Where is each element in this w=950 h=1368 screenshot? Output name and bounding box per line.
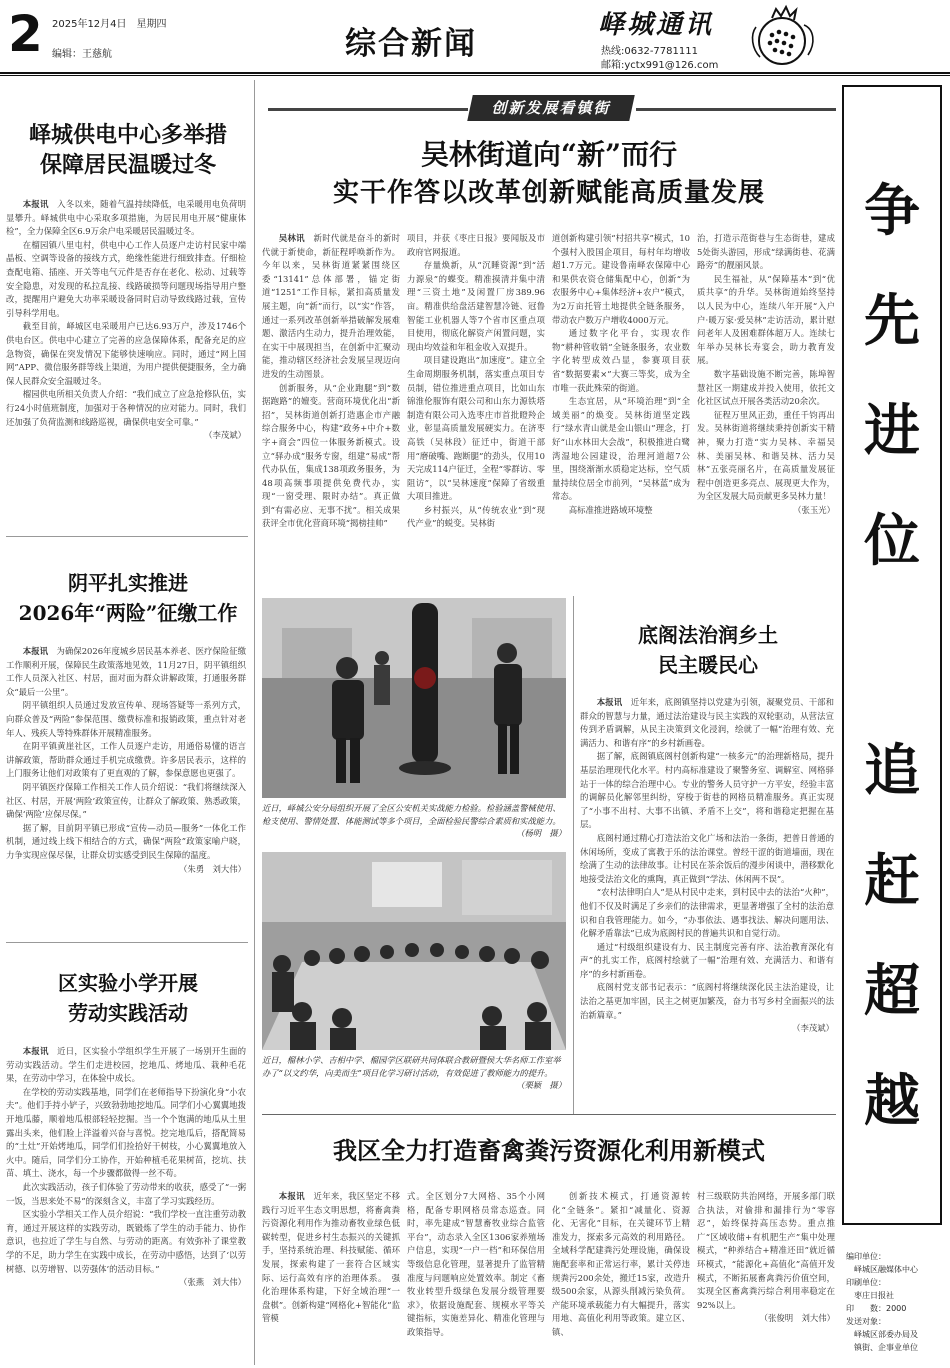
art2-title-line2: 2026年“两险”征缴工作: [18, 601, 238, 625]
photo1-caption-text: 近日，峄城公安分局组织开展了全区公安机关实战能力检验。检验涵盖警械使用、枪支使用、警情处置、体能测试等多个项目，全面检验民警综合素质和实战能力。: [262, 803, 561, 826]
art5-byline: （李茂斌）: [792, 1023, 834, 1034]
section-title: 综合新闻: [345, 26, 477, 62]
art6-col1: [262, 1190, 400, 1360]
art1-byline: （李茂斌）: [204, 430, 246, 441]
art4-para: 项目，并获《枣庄日报》要闻版及市政府官网报道。: [407, 233, 545, 257]
art3-body: [6, 1045, 246, 1363]
teaching-seminar-image: [262, 852, 566, 1050]
art1-para: 榴园供电所相关负责人介绍：“我们成立了应急抢修队伍，实行24小时值班制度，加强对于各种情况的应对能力。同时，我们还加强了负荷监测和线路巡视，确保供电安全可靠。”: [6, 389, 246, 427]
photo2-byline: （栗颖 摄）: [516, 1080, 566, 1090]
slogan-char: 赶: [864, 849, 920, 914]
art1-body: [6, 198, 246, 528]
art4-para: 征程万里风正劲，重任千钧再出发。吴林街道将继续秉持创新实干精神，聚力打造“实力吴林、幸福吴林、美丽吴林、和谐吴林、活力吴林”五张亮丽名片，在高质量发展征程中创造更多亮点、展现更大作为，为全区发展大局贡献更多吴林力量！: [697, 409, 835, 502]
art4-para: 项目建设跑出“加速度”。建立全生命周期服务机制，落实重点项目专员制，错位推进重点项目，比如山东锦淮伦服饰有限公司和山东力源铁塔制造有限公司入选枣庄市首批瞪羚企业，彰显高质量发展硬实力。在济枣高铁（吴林段）征迁中，街道干部用“磨破嘴、跑断腿”的劲头，仅用10天完成114户征迁，全程“零群访、零阻访”，以“吴林速度”保障了省级重大项目推进。: [407, 355, 545, 502]
art4-para: 新时代就是奋斗的新时代就于新使命，新征程呼唤新作为。今年以来，吴林街道紧紧围绕区委“13141”总体部署，锚定街道“1251”工作目标，紧扣高质量发展主题，向“新”而行，以“实”作答，通过一系列改革创新举措破解发展难题、激活内生动力，提升治理效能，在实干中展现担当，在创新中汇聚动能，推动辖区经济社会发展呈现迈向进发的生动图景。: [262, 233, 400, 379]
art1-para: 截至目前，峄城区电采暖用户已达6.93万户，涉及1746个供电台区。供电中心建立了完善的应急保障体系，配备充足的应急物资，确保在突发情况下能够快速响应。同时，通过“网上国网”APP、微信服务群等线上渠道，为用户提供便捷服务，全力确保人民群众安全温暖过冬。: [6, 321, 246, 386]
art1-title-line1: 峄城供电中心多举措: [28, 122, 227, 148]
art4-title-line2: 实干作答以改革创新赋能高质量发展: [332, 178, 765, 208]
art1-para: 入冬以来，随着气温持续降低，电采暖用电负荷明显攀升。峄城供电中心采取多项措施，为居民用电开展“健康体检”，全力保障全区6.9万余户电采暖居民温暖过冬。: [6, 199, 246, 237]
art4-para: 生态宜居，从“环境治理”到“全域美丽”的焕变。吴林街道坚定践行“绿水青山就是金山银山”理念，打好“山水林田大会战”，积极推进白鹭湾湿地公园建设，治理河道超7公里，围绕渐渐水质稳定达标，空气质量持续位居全市前列，“吴林蓝”成为常态。: [552, 396, 690, 502]
art3-para: 在学校的劳动实践基地，同学们在老师指导下扮演化身“小农夫”。他们手持小铲子，兴致勃勃地挖地瓜。同学们小心翼翼地拨开地瓜藤，顺着地瓜根部轻轻挖掘。当一个个饱满的地瓜从土里露出头来，他们脸上洋溢着兴奋与喜悦。挖完地瓜后，搭配简易的“土灶”开始烤地瓜，同学们们捡拾好干树枝，小心翼翼地放入火中。随后，同学们分工协作，开始种植毛花果树苗，挖坑、扶苗、填土、浇水，每一个步骤都做得一丝不苟。: [6, 1086, 246, 1179]
art3-lead: 本报讯: [22, 1046, 49, 1056]
art3-title: [6, 968, 250, 1028]
hotline: 热线:0632-7781111: [601, 46, 698, 57]
art2-para: 据了解，目前阴平镇已形成“宣传—动员—服务”一体化工作机制，通过线上线下相结合的方式，确保“两险”政策家喻户晓，力争实现应保尽保，让群众切实感受到民生保障的温度。: [6, 822, 246, 860]
publication-info: [846, 1250, 946, 1354]
slogan-char: 追: [864, 739, 920, 804]
art4-para: 道创新构建引领“村招共享”模式，10个强村入股国企项目，每村年均增收超1.7万元。建设鲁南峄农保障中心和果供农资仓储集配中心，创新“为农服务中心+集体经济+农户”模式，为2万亩托管土地提供全链条服务，带动农户数万户增收4000万元。: [552, 233, 690, 325]
art5-para: 据了解，底阁镇底阁村创新构建“一核多元”的治理新格局，提升基层治理现代化水平。村内高标准建设了聚警务室、调解室、网格驿站于一体的综合治理中心。专业的警务人员守护一方平安，经验丰富的调解员化解邻里纠纷，穿梭于街巷的网格员精准服务。真正实现了“小事不出村、大事不出镇、矛盾不上交”，将和谐稳定把握在基层。: [580, 751, 834, 830]
art4-para: 通过数字化平台，实现农作物“耕种管收销”全链条服务，农业数字化转型成效凸显，参赛项目获省“数据要素×”大赛三等奖，成为全市唯一获此殊荣的街道。: [552, 328, 690, 393]
page-number: 2: [8, 5, 43, 63]
art6-col2: [407, 1190, 545, 1360]
art4-para: 存量焕新，从“沉睡资源”到“活力源泉”的蝶变。精准摸清并集中清理“三资土地”及闲置厂房389.96亩。精准供给盘活建智慧冷链、冠鲁智能工业机器人等7个省市区重点项目使用，彻底化解资产闲置问题，实现由均效益和年租金收入双提升。: [407, 260, 545, 352]
photo2-caption-text: 近日，榴林小学、吉相中学、榴园学区联研共同体联合教研暨侯大华名师工作室举办了“以文约华，向美而生”项目化学习研讨活动，有效促进了教师能力的提升。: [262, 1055, 561, 1078]
art3-title-line1: 区实验小学开展: [58, 971, 198, 995]
slogan-char: 进: [864, 399, 920, 464]
art2-byline: （朱勇 刘大伟）: [179, 863, 246, 874]
art6-col4: [697, 1190, 835, 1360]
art2-title-line1: 阴平扎实推进: [68, 571, 188, 595]
art5-para: 底阁村通过精心打造法治文化广场和法治一条街，把普日普通的休闲场所，变成了寓教于乐的法治课堂。曾经干涩的街道墙面，现在绘满了生动的法律故事。让村民在茶余饭后的漫步闲谈中，潜移默化地接受法治文化的熏陶，真正做到“学法、休闲两不误”。: [580, 832, 834, 884]
info-line: 印刷单位：: [846, 1278, 886, 1287]
art4-lead: 吴林讯: [278, 233, 305, 243]
art4-col4: [697, 232, 835, 587]
art4-title-line1: 吴林街道向“新”而行: [420, 138, 678, 171]
art2-para: 在阴平镇黄崖社区，工作人员逐户走访，用通俗易懂的语言讲解政策，帮助群众通过手机完成缴费。许多居民表示，这样的上门服务让他们对政策有了更直观的了解，参保意愿也更强了。: [6, 741, 246, 779]
art5-title-line1: 底阁法治润乡土: [638, 623, 778, 647]
art5-title-line2: 民主暖民心: [658, 653, 758, 677]
art2-lead: 本报讯: [22, 646, 49, 656]
art6-title: 我区全力打造畜禽粪污资源化利用新模式: [333, 1136, 765, 1165]
art4-col2: [407, 232, 545, 587]
art3-para: 此次实践活动，孩子们体验了劳动带来的收获，感受了“一粥一饭，当思来处不易”的深刻含义，丰富了学习实践经历。: [6, 1181, 246, 1206]
editor-line: 编辑：王慈航: [52, 49, 112, 60]
slogan-char: 先: [864, 289, 920, 354]
pomegranate-logo: [748, 3, 820, 69]
art5-para: 近年来，底阁镇坚持以党建为引领，凝聚党员、干部和群众的智慧与力量，通过法治建设与民主实践的双轮驱动，从营法宣传到矛盾调解，从民主决策到文化浸润，绘就了一幅“治理有效、充满活力、和谐有序”的乡村新画卷。: [580, 697, 834, 748]
art2-para: 阴平镇医疗保障工作相关工作人员介绍说：“我们将继续深入社区、村居，开展‘两险’政策宣传，让群众了解政策、熟悉政策，确保‘两险’应保尽保。”: [6, 781, 246, 820]
art4-para: 民生福祉，从“保障基本”到“优质共享”的升华。吴林街道始终坚持以人民为中心，连续八年开展“入户户·暖万家·爱吴林”走访活动，累计慰问老年人及困难群体超万人。连续七年举办吴林长寿宴会，助力教育发展。: [697, 273, 835, 366]
art4-title: [262, 136, 836, 212]
info-line: 峄城区部委办局及: [846, 1330, 918, 1339]
art2-para: 阴平镇组织人员通过发放宣传单、现场答疑等一系列方式，向群众普及“两险”参保范围、缴费标准和报销政策，重点针对老年人、残疾人等特殊群体开展精准服务。: [6, 700, 246, 738]
art5-body: [580, 696, 834, 1096]
art6-para: 式。全区划分7大网格、35个小网格，配备专职网格员常态巡查。同时，率先建成“智慧畜牧业综合监管平台”，动态录入全区1306家养殖场户信息，实现“一户一档”和环保信用等级信息化管理，显著提升了监管精准度与问题响应处置效率。制定《畜牧业转型升级绿色发展分级管理要求》，依据设施配套、规模水平等关键指标，实施差异化、精准化管理与政策指导。: [407, 1191, 545, 1337]
art4-col3: [552, 232, 690, 587]
art5-para: 通过“村级组织建设有力、民主制度完善有序、法治教育深化有声”的扎实工作，底阁村绘就了一幅“治理有效、充满活力、和谐有序”的乡村新画卷。: [580, 941, 834, 979]
slogan-char: 位: [864, 509, 920, 574]
art3-title-line2: 劳动实践活动: [68, 1001, 188, 1025]
art2-para: 为确保2026年度城乡居民基本养老、医疗保险征缴工作顺利开展，保障民生政策落地见效，11月27日，阴平镇组织工作人员深入社区、村居，面对面为群众讲解政策，打通服务群众“最后一公里”。: [6, 646, 246, 697]
photo2-caption: [262, 1054, 566, 1092]
art4-col1: [262, 232, 400, 587]
art4-para: 乡村振兴，从“传统农业”到“现代产业”的蜕变。吴林街: [407, 504, 545, 529]
police-training-photo: [262, 598, 566, 798]
art1-lead: 本报讯: [22, 199, 49, 209]
teaching-seminar-photo: [262, 852, 566, 1050]
photo1-byline: （杨明 摄）: [516, 828, 566, 838]
masthead-name: 峄城通讯: [598, 10, 715, 40]
info-line: 编印单位：: [846, 1252, 886, 1261]
art4-byline: （张玉光）: [793, 504, 835, 515]
info-line: 镇街、企事业单位: [846, 1343, 918, 1352]
slogan-box: [842, 85, 942, 1225]
art3-para: 区实验小学相关工作人员介绍说：“我们学校一直注重劳动教育，通过开展这样的实践劳动，既锻炼了学生的动手能力、协作意识，也拉近了学生与自然、与劳动的距离。有效弥补了课堂教学的不足，助力学生在实践中成长，在劳动中感悟，达到了‘以劳树德、以劳增智、以劳强体’的活动目标。”: [6, 1209, 246, 1274]
art4-para: 数字基础设施不断完善，陈埠智慧社区一期建成并投入使用，依托文化社区试点开展各类活动20余次。: [697, 368, 835, 407]
feature-kicker-text: 创新发展看镇街: [491, 99, 611, 117]
info-line: 枣庄日报社: [846, 1291, 894, 1300]
art3-byline: （张燕 刘大伟）: [179, 1277, 246, 1288]
slogan-char: 越: [864, 1069, 920, 1134]
art6-para: 创新技术模式，打通资源转化“全链条”。紧扣“减量化、资源化、无害化”目标，在关键环节上精准发力，探索多元高效的利用路径。全域科学配建粪污处理设施，确保设施配套率和正常运行率，累计关停违规粪污200余处，搬迁15家，改造升级500余家，从源头削减污染负荷。产能环境承载能力有大幅提升，落实用地、高值化利用等政策。建立区、镇、: [552, 1191, 690, 1337]
slogan-char: 争: [864, 179, 920, 244]
art5-title: [580, 620, 836, 680]
art5-lead: 本报讯: [596, 697, 623, 707]
police-training-image: [262, 598, 566, 798]
art2-title: [6, 568, 250, 628]
issue-date: 2025年12月4日 星期四: [52, 19, 167, 30]
art5-para: “农村法律明白人”是从村民中走来，到村民中去的法治“火种”，他们不仅及时满足了乡亲们的法律需求，更显著增强了全村的法治意识和自我管理能力。如今，“办事依法、遇事找法、解决问题用法、化解矛盾靠法”已成为底阁村民的普遍共识和自觉行动。: [580, 887, 834, 939]
info-line: 发送对象：: [846, 1317, 886, 1326]
art1-title: [6, 120, 250, 180]
art2-body: [6, 645, 246, 935]
art4-para: 创新服务，从“企业跑腿”到“数据跑路”的嬗变。营商环境优化出“新招”，吴林街道创新打造惠企市产融综合服务中心，构建“政务+中介+数字+商会”四位一体服务新模式。设立“驿办成”服务专窗，组建“易成”帮代办队伍，集成138项政务服务，为48项高频事项提供免费代办，实现“一窗受理、限时办结”。真正做到“有需必应、无事不扰”。相关成果获评全市优化营商环境“揭榜挂帅”: [262, 382, 400, 529]
art4-para: 高标准推进路域环境整: [568, 504, 653, 515]
art1-para: 在榴园镇八里屯村，供电中心工作人员逐户走访村民家中端晶板、空调等设备的接线方式，绝缘性能进行细致排查。仔细检查配电箱、插座、开关等电气元件是否存在老化、松动、过载等安全隐患，对发现的私拉乱接、线路破损等问题现场指导用户整改，提醒用户避免大功率采暖设备同时启动导致线路过载，宣传引导科学用电。: [6, 239, 246, 318]
art6-col3: [552, 1190, 690, 1360]
art3-para: 近日，区实验小学组织学生开展了一场别开生面的劳动实践活动。学生们走进校园，挖地瓜、烤地瓜、栽种毛花果，在劳动中学习，在体验中成长。: [6, 1046, 246, 1084]
art4-para: 治，打造示范街巷与生态街巷，建成5处街头游园，形成“绿满街巷、花满路旁”的靓丽风景。: [697, 233, 835, 271]
art6-para: 近年来，我区坚定不移践行习近平生态文明思想，将畜禽粪污资源化利用作为推动畜牧业绿色低碳转型，促进乡村生态振兴的关键抓手，坚持系统治理、科技赋能、循环发展，探索构建了一套符合区域实际、运行高效有序的治理体系。 强化治理体系构建，下好全域治理“一盘棋”。创新构建“网格化+智能化”监管模: [262, 1191, 400, 1324]
art6-lead: 本报讯: [278, 1191, 305, 1201]
slogan-char: 超: [864, 959, 920, 1024]
art1-title-line2: 保障居民温暖过冬: [39, 152, 216, 178]
email: 邮箱:yctx991@126.com: [601, 60, 719, 71]
art6-byline: （张俊明 刘大伟）: [759, 1313, 835, 1324]
info-line: 印 数：2000: [846, 1304, 907, 1313]
art5-para: 底阁村党支部书记表示：“底阁村将继续深化民主法治建设，让法治之基更加牢固，民主之树更加繁茂，奋力书写乡村全面振兴的法治新篇章。”: [580, 982, 834, 1020]
photo1-caption: [262, 802, 566, 840]
art6-para: 村三级联防共治网络，开展多部门联合执法，对偷排和漏排行为“零容忍”，始终保持高压态势。重点推广“区域收储+有机肥生产”集中处理模式，“种养结合+精准还田”就近循环模式，“能源化+高值化”高值开发模式，不断拓展畜禽粪污价值空间，实现全区畜禽粪污综合利用率稳定在92%以上。: [697, 1191, 835, 1310]
info-line: 峄城区融媒体中心: [846, 1265, 918, 1274]
